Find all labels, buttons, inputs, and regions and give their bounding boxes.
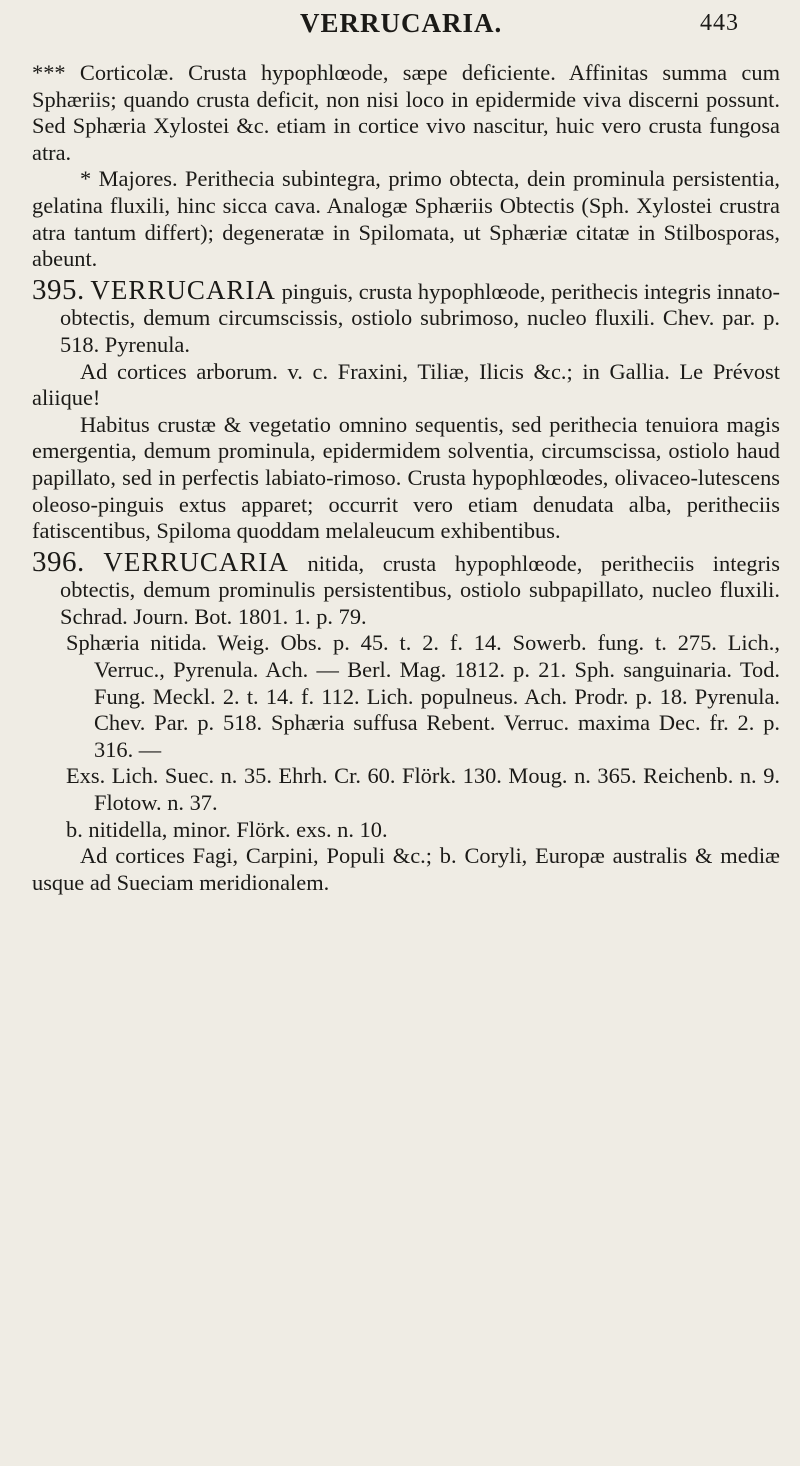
entry-genus: VERRUCARIA	[103, 546, 289, 577]
variety-396: b. nitidella, minor. Flörk. exs. n. 10.	[66, 816, 388, 842]
entry-number: 395.	[32, 273, 85, 306]
habitat-395: Ad cortices arborum. v. c. Fraxini, Tiliæ, Ilicis &c.; in Gallia. Le Prévost aliique!	[32, 358, 780, 411]
exsiccatae-396: Exs. Lich. Suec. n. 35. Ehrh. Cr. 60. Flörk. 130. Moug. n. 365. Reichenb. n. 9. Flotow. n. 37.	[66, 763, 780, 816]
entry-diagnosis: nitida, crusta hypophlœode, peritheciis integris obtectis, demum prominulis persistentibus, ostiolo subpapillato, nucleo fluxili. Schrad. Journ. Bot. 1801. 1. p. 79.	[60, 550, 780, 629]
entry-number: 396.	[32, 545, 85, 578]
entry-diagnosis: pinguis, crusta hypophlœode, perithecis integris innato-obtectis, demum circumscissis, ostiolo subrimoso, nucleo fluxili. Chev. par. p. 518. Pyrenula.	[60, 278, 781, 357]
entry-395	[32, 273, 781, 359]
entry-396	[32, 545, 780, 631]
description-395: Habitus crustæ & vegetatio omnino sequentis, sed perithecia tenuiora magis emergentia, demum prominula, epidermidem solventia, circumscissa, ostiolo haud papillato, sed in perfectis labiato-rimoso. Crusta hypophlœodes, olivaceo-lutescens oleoso-pinguis extus apparet; occurrit vero etiam denudata alba, peritheciis fatiscentibus, Spiloma quoddam melaleucum exhibentibus.	[32, 411, 780, 544]
entry-genus: VERRUCARIA	[90, 274, 276, 305]
running-title: VERRUCARIA.	[300, 8, 503, 38]
habitat-396: Ad cortices Fagi, Carpini, Populi &c.; b. Coryli, Europæ australis & mediæ usque ad Sueciam meridionalem.	[32, 843, 780, 895]
section-majores: * Majores. Perithecia subintegra, primo obtecta, dein prominula persistentia, gelatina fluxili, hinc sicca cava. Analogæ Sphæriis Obtectis (Sph. Xylostei crustra atra tantum differt); degeneratæ in Spilomata, ut Sphæriæ citatæ in Stilbosporas, abeunt.	[32, 166, 780, 272]
body-text	[32, 60, 780, 896]
section-corticolae: *** Corticolæ. Crusta hypophlœode, sæpe deficiente. Affinitas summa cum Sphæriis; quando crusta deficit, non nisi loco in epidermide viva discerni possunt. Sed Sphæria Xylostei &c. etiam in cortice vivo nascitur, huic vero crusta fungosa atra.	[32, 60, 780, 165]
page-number: 443	[700, 10, 739, 36]
page-header	[0, 8, 800, 44]
citations-396: Sphæria nitida. Weig. Obs. p. 45. t. 2. f. 14. Sowerb. fung. t. 275. Lich., Verruc., Pyrenula. Ach. — Berl. Mag. 1812. p. 21. Sph. sanguinaria. Tod. Fung. Meckl. 2. t. 14. f. 112. Lich. populneus. Ach. Prodr. p. 18. Pyrenula. Chev. Par. p. 518. Sphæria suffusa Rebent. Verruc. maxima Dec. fr. 2. p. 316. —	[66, 630, 780, 762]
